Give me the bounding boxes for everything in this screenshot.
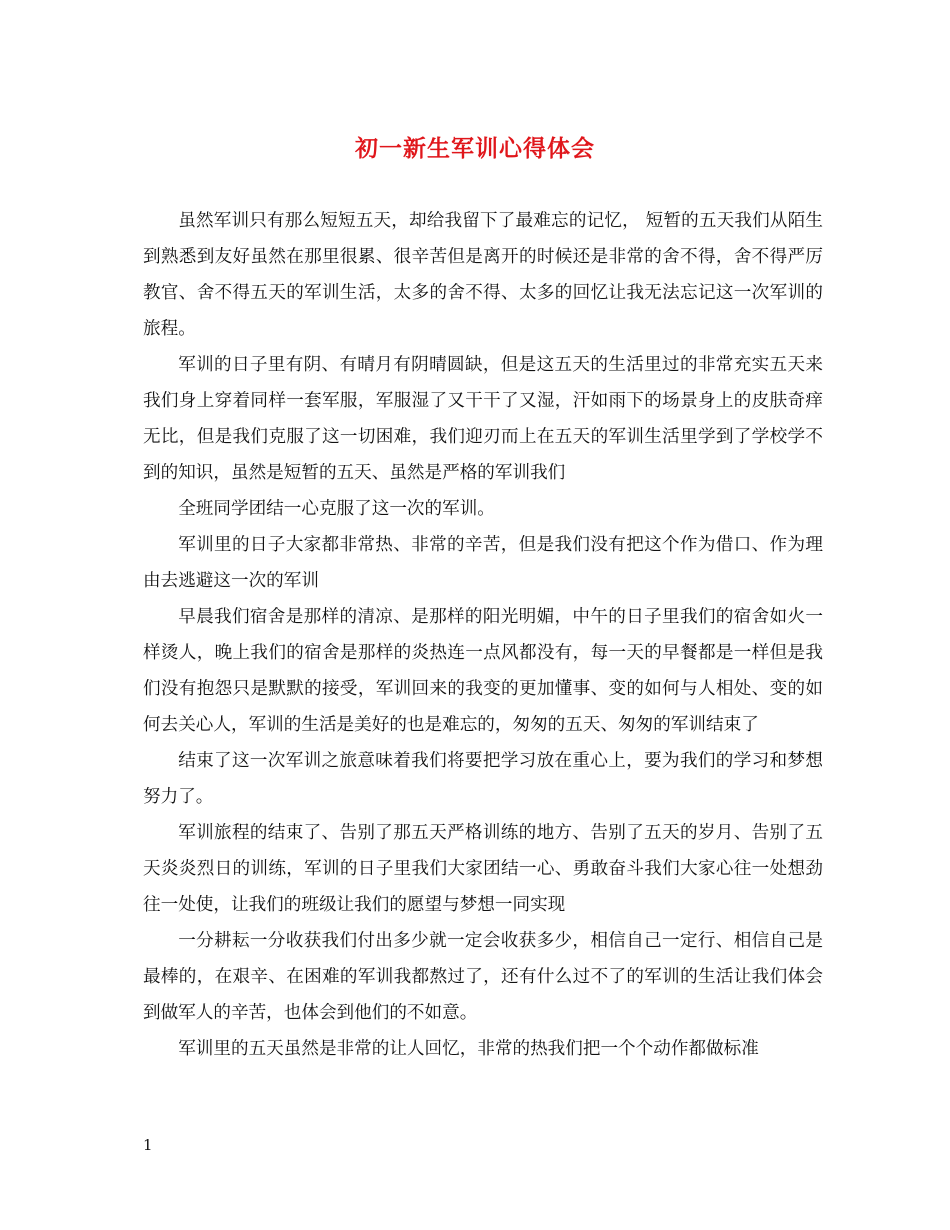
paragraph-6: 结束了这一次军训之旅意味着我们将要把学习放在重心上，要为我们的学习和梦想努力了。 — [143, 751, 823, 807]
document-body — [143, 203, 823, 1067]
paragraph-5: 早晨我们宿舍是那样的清凉、是那样的阳光明媚，中午的日子里我们的宿舍如火一样烫人，晚上我们的宿舍是那样的炎热连一点风都没有，每一天的早餐都是一样但是我们没有抱怨只是默默的接受，军训回来的我变的更加懂事、变的如何与人相处、变的如何去关心人，军训的生活是美好的也是难忘的，匆匆的五天、匆匆的军训结束了 — [143, 607, 823, 735]
paragraph-7: 军训旅程的结束了、告别了那五天严格训练的地方、告别了五天的岁月、告别了五天炎炎烈日的训练，军训的日子里我们大家团结一心、勇敢奋斗我们大家心往一处想劲往一处使，让我们的班级让我们的愿望与梦想一同实现 — [143, 823, 823, 915]
document-title: 初一新生军训心得体会 — [355, 135, 595, 162]
paragraph-8: 一分耕耘一分收获我们付出多少就一定会收获多少，相信自己一定行、相信自己是最棒的，在艰辛、在困难的军训我都熬过了，还有什么过不了的军训的生活让我们体会到做军人的辛苦，也体会到他们的不如意。 — [143, 931, 823, 1023]
paragraph-9: 军训里的五天虽然是非常的让人回忆，非常的热我们把一个个动作都做标准 — [178, 1039, 759, 1059]
paragraph-4: 军训里的日子大家都非常热、非常的辛苦，但是我们没有把这个作为借口、作为理由去逃避这一次的军训 — [143, 535, 823, 591]
paragraph-1: 虽然军训只有那么短短五天，却给我留下了最难忘的记忆， 短暂的五天我们从陌生到熟悉到友好虽然在那里很累、很辛苦但是离开的时候还是非常的舍不得，舍不得严厉教官、舍不得五天的军训生活，太多的舍不得、太多的回忆让我无法忘记这一次军训的旅程。 — [143, 211, 823, 339]
page-number: 1 — [143, 1136, 153, 1154]
paragraph-2: 军训的日子里有阴、有晴月有阴晴圆缺，但是这五天的生活里过的非常充实五天来我们身上穿着同样一套军服，军服湿了又干干了又湿，汗如雨下的场景身上的皮肤奇痒无比，但是我们克服了这一切困难，我们迎刃而上在五天的军训生活里学到了学校学不到的知识，虽然是短暂的五天、虽然是严格的军训我们 — [143, 355, 823, 483]
paragraph-3: 全班同学团结一心克服了这一次的军训。 — [178, 499, 495, 519]
